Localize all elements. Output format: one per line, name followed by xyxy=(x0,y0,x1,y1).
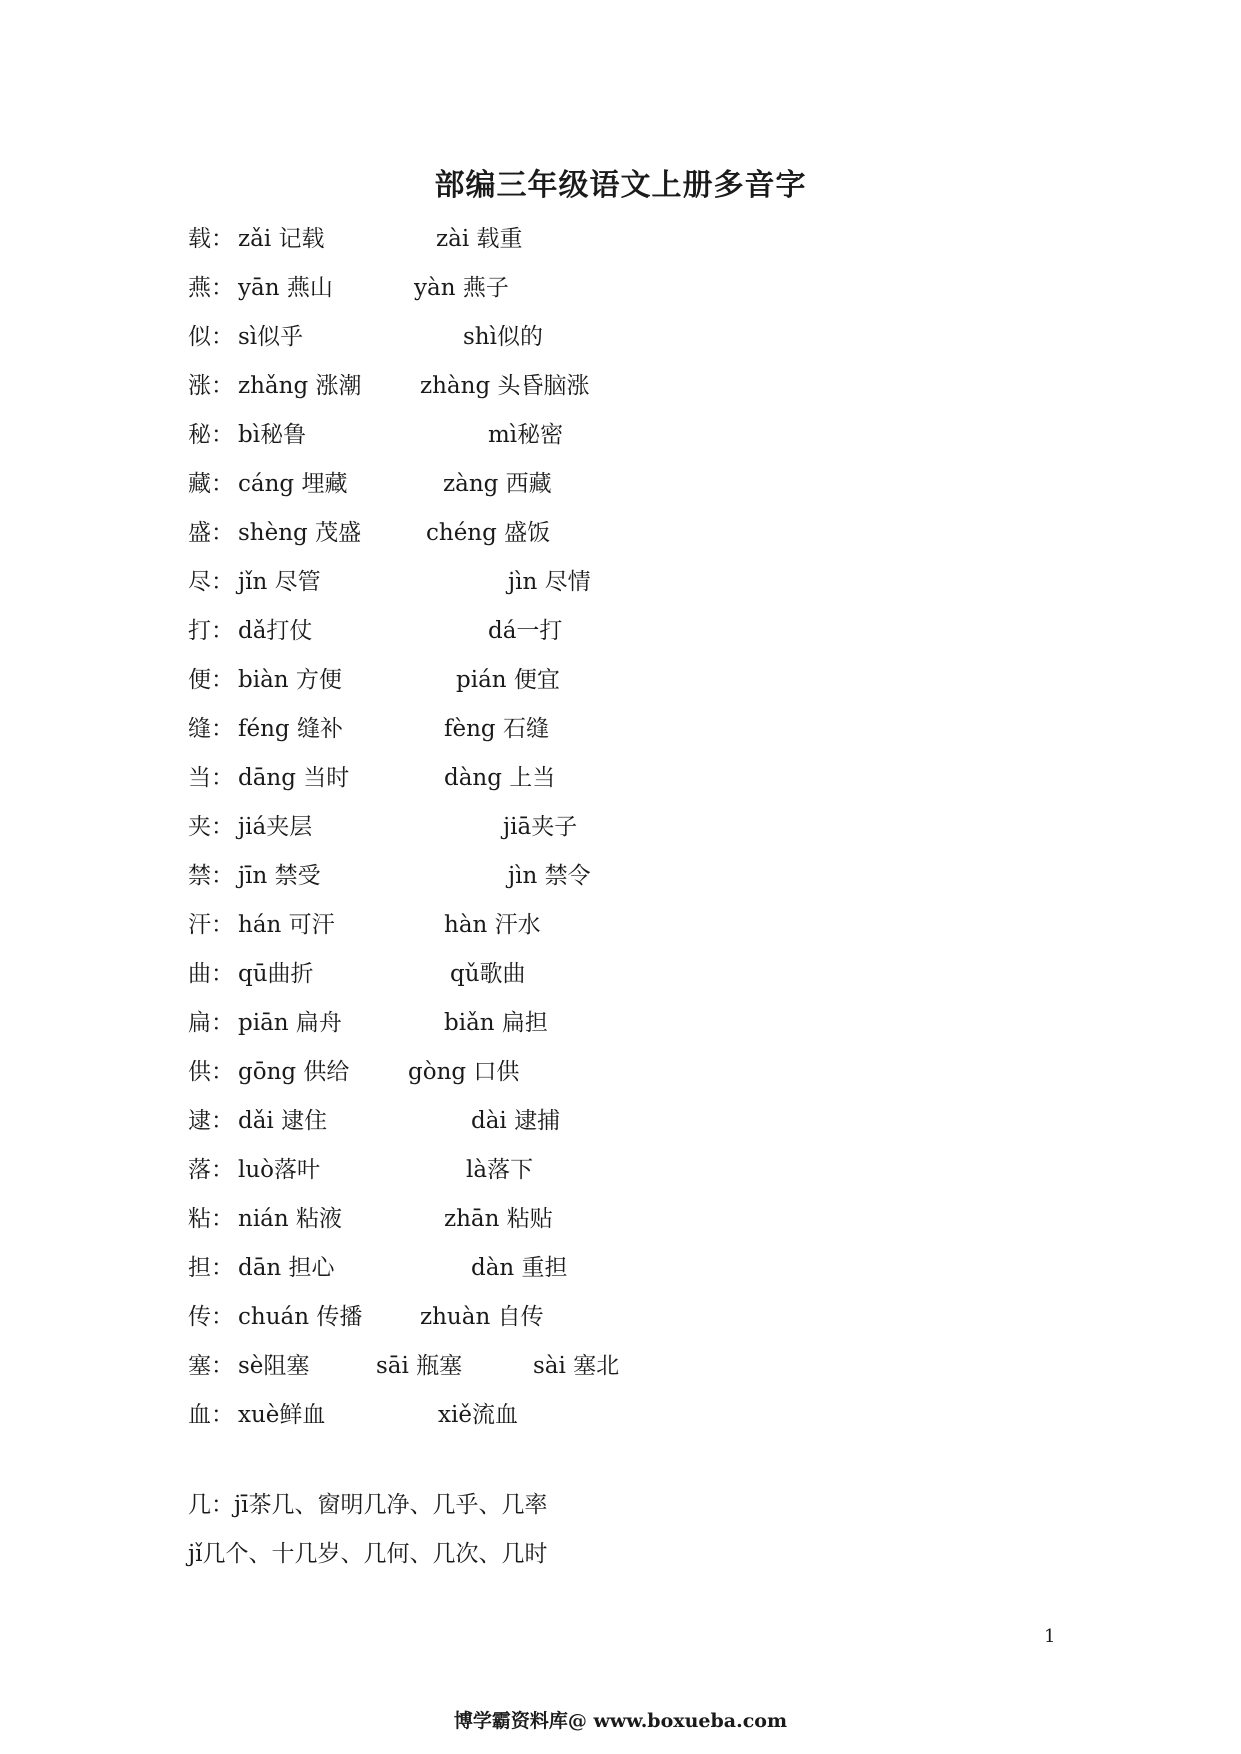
entry-reading-2: qǔ歌曲 xyxy=(450,961,526,987)
entry-reading-1: biàn 方便 xyxy=(238,667,342,693)
document-title: 部编三年级语文上册多音字 xyxy=(434,168,807,203)
entry-reading-2: jìn 尽情 xyxy=(508,569,591,595)
entry-reading-2: zhàng 头昏脑涨 xyxy=(420,373,590,399)
entry-reading-2: zài 载重 xyxy=(436,226,523,252)
entry-reading-1: sè阻塞 xyxy=(238,1353,310,1379)
entry-reading-2: gòng 口供 xyxy=(408,1059,520,1085)
entry-reading-1: chuán 传播 xyxy=(238,1304,363,1330)
entry-char: 藏： xyxy=(188,471,234,497)
entry-reading-2: hàn 汗水 xyxy=(444,912,541,938)
entry-char: 供： xyxy=(188,1059,234,1085)
entry-char: 盛： xyxy=(188,520,234,546)
entry-char: 尽： xyxy=(188,569,234,595)
entry-char: 扁： xyxy=(188,1010,234,1036)
entry-char: 涨： xyxy=(188,373,234,399)
entry-char: 担： xyxy=(188,1255,234,1281)
entry-char: 秘： xyxy=(188,422,234,448)
entry-reading-2: sāi 瓶塞 xyxy=(376,1353,463,1379)
entry-reading-2: jìn 禁令 xyxy=(508,863,591,889)
ji-line-1: 几：jī茶几、窗明几净、几乎、几率 xyxy=(188,1492,548,1518)
entry-char: 当： xyxy=(188,765,234,791)
entry-char: 逮： xyxy=(188,1108,234,1134)
entry-reading-2: zàng 西藏 xyxy=(443,471,552,497)
entry-char: 缝： xyxy=(188,716,234,742)
entry-char: 夹： xyxy=(188,814,234,840)
entry-reading-2: zhuàn 自传 xyxy=(420,1304,544,1330)
entry-reading-1: zǎi 记载 xyxy=(238,226,325,252)
entry-reading-2: yàn 燕子 xyxy=(414,275,509,301)
entry-char: 曲： xyxy=(188,961,234,987)
entry-char: 传： xyxy=(188,1304,234,1330)
entry-reading-1: shèng 茂盛 xyxy=(238,520,362,546)
entry-reading-1: nián 粘液 xyxy=(238,1206,343,1232)
entry-reading-2: jiā夹子 xyxy=(503,814,578,840)
footer-watermark: 博学霸资料库@ www.boxueba.com xyxy=(453,1710,788,1732)
entry-char: 似： xyxy=(188,324,234,350)
entry-reading-1: jǐn 尽管 xyxy=(238,569,321,595)
entry-reading-1: bì秘鲁 xyxy=(238,422,307,448)
entry-reading-3: sài 塞北 xyxy=(533,1353,620,1379)
entry-char: 燕： xyxy=(188,275,234,301)
entry-reading-2: zhān 粘贴 xyxy=(444,1206,553,1232)
entry-reading-2: dài 逮捕 xyxy=(471,1108,561,1134)
entry-reading-2: shì似的 xyxy=(463,324,543,350)
entry-reading-2: mì秘密 xyxy=(488,422,564,448)
page-number: 1 xyxy=(1044,1626,1056,1647)
entry-char: 汗： xyxy=(188,912,234,938)
entry-reading-2: dàn 重担 xyxy=(471,1255,568,1281)
entry-reading-1: dān 担心 xyxy=(238,1255,335,1281)
entry-char: 粘： xyxy=(188,1206,234,1232)
entry-reading-1: luò落叶 xyxy=(238,1157,321,1183)
entry-char: 载： xyxy=(188,226,234,252)
entry-char: 塞： xyxy=(188,1353,234,1379)
entry-reading-1: qū曲折 xyxy=(238,961,314,987)
entry-reading-1: gōng 供给 xyxy=(238,1059,350,1085)
entry-char: 便： xyxy=(188,667,234,693)
entry-reading-1: dǎi 逮住 xyxy=(238,1108,328,1134)
entry-reading-1: piān 扁舟 xyxy=(238,1010,342,1036)
entry-reading-2: pián 便宜 xyxy=(456,667,560,693)
entry-reading-1: zhǎng 涨潮 xyxy=(238,373,362,399)
entry-reading-2: xiě流血 xyxy=(438,1402,518,1428)
entry-reading-2: fèng 石缝 xyxy=(444,716,549,742)
entry-reading-2: là落下 xyxy=(466,1157,534,1183)
ji-entry xyxy=(188,1488,548,1586)
entry-reading-1: yān 燕山 xyxy=(238,275,333,301)
entry-reading-1: jiá夹层 xyxy=(238,814,313,840)
entry-reading-1: xuè鲜血 xyxy=(238,1402,326,1428)
entry-reading-1: jīn 禁受 xyxy=(238,863,321,889)
entry-reading-1: féng 缝补 xyxy=(238,716,343,742)
entry-reading-1: cáng 埋藏 xyxy=(238,471,348,497)
entry-reading-2: biǎn 扁担 xyxy=(444,1010,548,1036)
entry-char: 血： xyxy=(188,1402,234,1428)
entry-reading-1: dāng 当时 xyxy=(238,765,350,791)
entry-reading-1: sì似乎 xyxy=(238,324,304,350)
entry-reading-2: chéng 盛饭 xyxy=(426,520,551,546)
entry-char: 打： xyxy=(188,618,234,644)
entry-reading-1: hán 可汗 xyxy=(238,912,335,938)
entry-reading-2: dàng 上当 xyxy=(444,765,556,791)
entry-reading-1: dǎ打仗 xyxy=(238,618,313,644)
entry-char: 禁： xyxy=(188,863,234,889)
ji-line-2: jǐ几个、十几岁、几何、几次、几时 xyxy=(188,1541,548,1567)
entry-char: 落： xyxy=(188,1157,234,1183)
entry-reading-2: dá一打 xyxy=(488,618,563,644)
